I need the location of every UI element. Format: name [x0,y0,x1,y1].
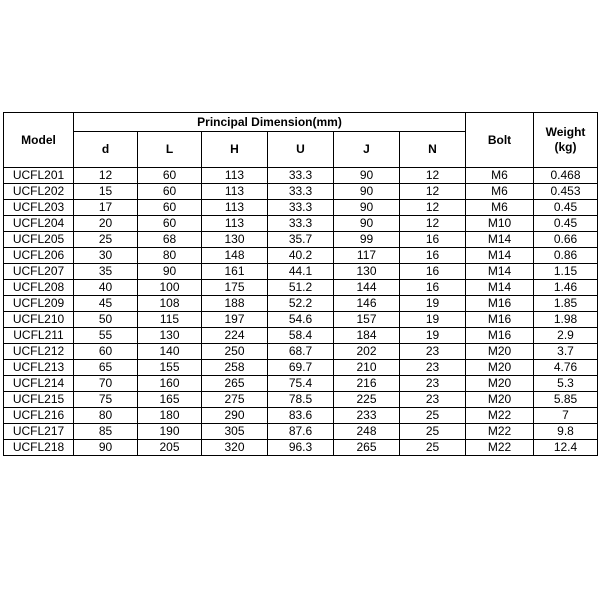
cell-j: 130 [334,264,400,280]
cell-h: 130 [202,232,268,248]
cell-u: 96.3 [268,440,334,456]
cell-l: 60 [138,216,202,232]
cell-d: 65 [74,360,138,376]
cell-h: 175 [202,280,268,296]
table-row [4,216,598,232]
table-row [4,312,598,328]
cell-d: 50 [74,312,138,328]
cell-d: 12 [74,168,138,184]
cell-model: UCFL214 [4,376,74,392]
header-j: J [334,132,400,168]
cell-h: 320 [202,440,268,456]
cell-model: UCFL210 [4,312,74,328]
cell-u: 68.7 [268,344,334,360]
cell-h: 113 [202,168,268,184]
cell-model: UCFL204 [4,216,74,232]
table-row [4,200,598,216]
cell-weight: 1.46 [534,280,598,296]
cell-bolt: M6 [466,200,534,216]
cell-l: 115 [138,312,202,328]
cell-weight: 7 [534,408,598,424]
table-body [4,168,598,456]
cell-n: 23 [400,360,466,376]
cell-n: 23 [400,344,466,360]
cell-h: 113 [202,216,268,232]
cell-d: 15 [74,184,138,200]
cell-l: 130 [138,328,202,344]
cell-d: 40 [74,280,138,296]
table-row [4,280,598,296]
cell-h: 113 [202,200,268,216]
table-row [4,424,598,440]
cell-n: 12 [400,168,466,184]
cell-model: UCFL203 [4,200,74,216]
cell-u: 87.6 [268,424,334,440]
cell-u: 78.5 [268,392,334,408]
cell-bolt: M20 [466,344,534,360]
cell-bolt: M22 [466,424,534,440]
cell-u: 75.4 [268,376,334,392]
cell-h: 258 [202,360,268,376]
cell-weight: 0.468 [534,168,598,184]
cell-bolt: M16 [466,328,534,344]
cell-j: 202 [334,344,400,360]
cell-d: 75 [74,392,138,408]
header-u: U [268,132,334,168]
cell-l: 180 [138,408,202,424]
cell-h: 305 [202,424,268,440]
cell-l: 155 [138,360,202,376]
cell-j: 90 [334,200,400,216]
cell-model: UCFL212 [4,344,74,360]
cell-weight: 12.4 [534,440,598,456]
cell-u: 51.2 [268,280,334,296]
header-weight-unit: (kg) [554,140,577,154]
cell-bolt: M14 [466,232,534,248]
cell-l: 60 [138,168,202,184]
cell-h: 197 [202,312,268,328]
cell-bolt: M16 [466,296,534,312]
cell-weight: 5.85 [534,392,598,408]
cell-j: 184 [334,328,400,344]
cell-weight: 1.15 [534,264,598,280]
cell-bolt: M20 [466,360,534,376]
cell-h: 265 [202,376,268,392]
cell-d: 55 [74,328,138,344]
cell-h: 113 [202,184,268,200]
cell-j: 90 [334,184,400,200]
cell-weight: 3.7 [534,344,598,360]
cell-u: 52.2 [268,296,334,312]
cell-l: 205 [138,440,202,456]
cell-j: 225 [334,392,400,408]
cell-bolt: M22 [466,440,534,456]
cell-bolt: M16 [466,312,534,328]
table-row [4,248,598,264]
cell-l: 68 [138,232,202,248]
cell-bolt: M10 [466,216,534,232]
cell-model: UCFL216 [4,408,74,424]
cell-l: 60 [138,200,202,216]
cell-l: 190 [138,424,202,440]
header-n: N [400,132,466,168]
cell-d: 45 [74,296,138,312]
cell-d: 35 [74,264,138,280]
cell-j: 233 [334,408,400,424]
header-l: L [138,132,202,168]
cell-n: 16 [400,232,466,248]
cell-d: 30 [74,248,138,264]
cell-l: 140 [138,344,202,360]
header-d: d [74,132,138,168]
cell-u: 35.7 [268,232,334,248]
cell-weight: 4.76 [534,360,598,376]
cell-d: 60 [74,344,138,360]
table-row [4,328,598,344]
cell-u: 69.7 [268,360,334,376]
table-row [4,344,598,360]
cell-weight: 2.9 [534,328,598,344]
cell-l: 160 [138,376,202,392]
cell-h: 250 [202,344,268,360]
cell-u: 44.1 [268,264,334,280]
table-row [4,168,598,184]
cell-weight: 0.453 [534,184,598,200]
cell-j: 157 [334,312,400,328]
header-model: Model [4,113,74,168]
cell-d: 90 [74,440,138,456]
cell-l: 100 [138,280,202,296]
cell-bolt: M14 [466,248,534,264]
cell-n: 12 [400,200,466,216]
cell-d: 85 [74,424,138,440]
cell-weight: 9.8 [534,424,598,440]
table-row [4,296,598,312]
cell-weight: 0.45 [534,216,598,232]
cell-h: 161 [202,264,268,280]
cell-u: 33.3 [268,168,334,184]
cell-n: 23 [400,376,466,392]
cell-l: 165 [138,392,202,408]
header-h: H [202,132,268,168]
cell-j: 144 [334,280,400,296]
cell-bolt: M6 [466,184,534,200]
cell-j: 99 [334,232,400,248]
cell-model: UCFL209 [4,296,74,312]
cell-n: 16 [400,248,466,264]
table-row [4,392,598,408]
header-principal-dimension: Principal Dimension(mm) [74,113,466,132]
table-row [4,376,598,392]
cell-l: 108 [138,296,202,312]
cell-n: 19 [400,312,466,328]
cell-l: 60 [138,184,202,200]
cell-model: UCFL215 [4,392,74,408]
header-bolt: Bolt [466,113,534,168]
cell-bolt: M6 [466,168,534,184]
cell-model: UCFL218 [4,440,74,456]
cell-j: 210 [334,360,400,376]
cell-weight: 0.86 [534,248,598,264]
cell-bolt: M20 [466,376,534,392]
cell-h: 224 [202,328,268,344]
cell-model: UCFL208 [4,280,74,296]
cell-n: 19 [400,296,466,312]
cell-j: 216 [334,376,400,392]
cell-j: 146 [334,296,400,312]
table-row [4,440,598,456]
dimension-table [3,112,598,456]
cell-model: UCFL213 [4,360,74,376]
header-weight-label: Weight [545,125,586,139]
cell-j: 90 [334,168,400,184]
cell-j: 90 [334,216,400,232]
cell-h: 188 [202,296,268,312]
cell-n: 12 [400,216,466,232]
cell-bolt: M14 [466,264,534,280]
cell-weight: 0.45 [534,200,598,216]
cell-n: 12 [400,184,466,200]
cell-n: 16 [400,264,466,280]
cell-model: UCFL205 [4,232,74,248]
cell-h: 290 [202,408,268,424]
cell-n: 25 [400,408,466,424]
cell-d: 80 [74,408,138,424]
table-row [4,232,598,248]
cell-model: UCFL211 [4,328,74,344]
cell-weight: 0.66 [534,232,598,248]
cell-j: 265 [334,440,400,456]
cell-j: 117 [334,248,400,264]
cell-n: 19 [400,328,466,344]
table-row [4,184,598,200]
cell-bolt: M14 [466,280,534,296]
cell-d: 25 [74,232,138,248]
cell-model: UCFL217 [4,424,74,440]
cell-n: 23 [400,392,466,408]
table-row [4,360,598,376]
cell-model: UCFL207 [4,264,74,280]
cell-u: 33.3 [268,216,334,232]
table-row [4,264,598,280]
cell-n: 25 [400,440,466,456]
cell-model: UCFL202 [4,184,74,200]
cell-l: 80 [138,248,202,264]
cell-u: 40.2 [268,248,334,264]
cell-model: UCFL206 [4,248,74,264]
cell-j: 248 [334,424,400,440]
header-weight [534,113,598,168]
cell-n: 25 [400,424,466,440]
cell-n: 16 [400,280,466,296]
cell-weight: 1.85 [534,296,598,312]
cell-h: 275 [202,392,268,408]
cell-h: 148 [202,248,268,264]
cell-u: 58.4 [268,328,334,344]
cell-bolt: M20 [466,392,534,408]
cell-weight: 5.3 [534,376,598,392]
table-row [4,408,598,424]
cell-d: 20 [74,216,138,232]
cell-u: 83.6 [268,408,334,424]
cell-d: 70 [74,376,138,392]
cell-bolt: M22 [466,408,534,424]
cell-l: 90 [138,264,202,280]
cell-weight: 1.98 [534,312,598,328]
cell-model: UCFL201 [4,168,74,184]
cell-u: 33.3 [268,184,334,200]
cell-d: 17 [74,200,138,216]
cell-u: 33.3 [268,200,334,216]
cell-u: 54.6 [268,312,334,328]
